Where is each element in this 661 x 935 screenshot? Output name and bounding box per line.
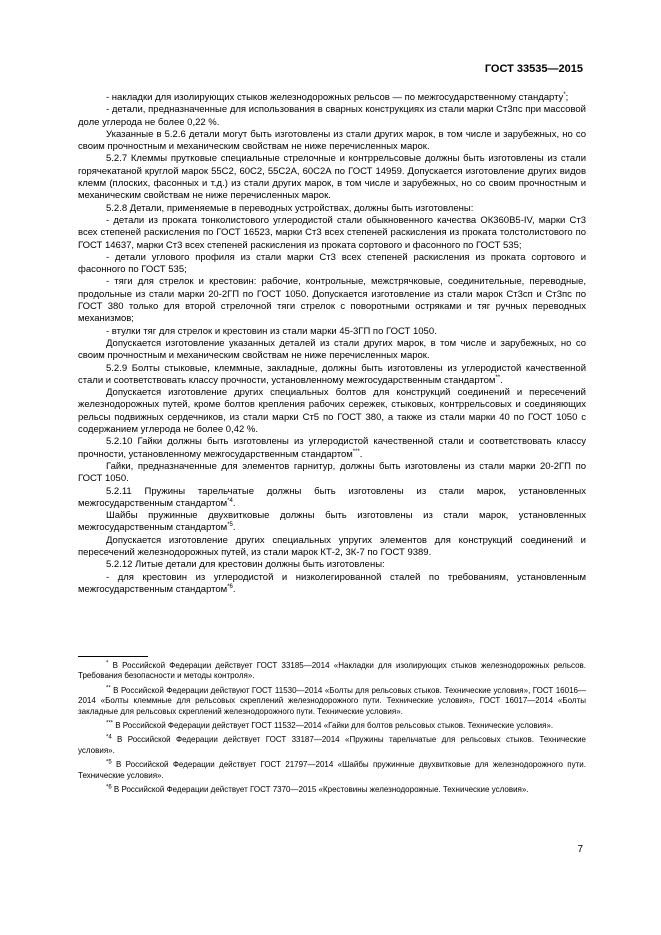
footnote: $^{*5}$ В Российской Федерации действует ГОСТ 21797—2014 «Шайбы пружинные двухвитковые для железнодорожного пути. Технические условия». bbox=[78, 759, 586, 780]
paragraph: - накладки для изолирующих стыков железнодорожных рельсов — по межгосударственному стандарту*; bbox=[106, 91, 569, 103]
paragraph: - детали из проката тонколистового углеродистой стали обыкновенного качества ОК360В5-IV, марки Ст3 всех степеней раскисления по ГОСТ 16523, марки Ст3 всех степеней раскисления из проката толстолистового по ГОСТ 14637, марки Ст3 всех степеней раскисления из проката сортового и фасонного по ГОСТ 535; bbox=[78, 214, 586, 251]
paragraph: - тяги для стрелок и крестовин: рабочие, контрольные, межстрячковые, соединительные, переводные, продольные из стали марки 20-2ГП по ГОСТ 1050. Допускается изготовление из стали марок Ст3сп и Ст3пс по ГОСТ 380 только для второй стрелочной тяги стрелок с поворотными остряками и тяг ручных переводных механизмов; bbox=[78, 276, 586, 325]
paragraph: - для крестовин из углеродистой и низколегированной сталей по требованиям, установленным межгосударственным стандартом$^{*6}$. bbox=[78, 571, 586, 595]
paragraph: Гайки, предназначенные для элементов гарнитур, должны быть изготовлены из стали марки 20-2ГП по ГОСТ 1050. bbox=[78, 460, 586, 485]
footnote: * В Российской Федерации действует ГОСТ 33185—2014 «Накладки для изолирующих стыков железнодорожных рельсов. Требования безопасности и методы контроля». bbox=[78, 660, 586, 681]
footnote: $^{*4}$ В Российской Федерации действует ГОСТ 33187—2014 «Пружины тарельчатые для рельсовых стыков. Технические условия». bbox=[78, 734, 586, 755]
paragraph: Допускается изготовление указанных деталей из стали других марок, в том числе и зарубежных, но со своим прочностным и механическим свойствам не ниже перечисленных марок. bbox=[78, 337, 586, 362]
paragraph: 5.2.12 Литые детали для крестовин должны быть изготовлены: bbox=[106, 559, 385, 571]
paragraph: 5.2.8 Детали, применяемые в переводных устройствах, должны быть изготовлены: bbox=[106, 202, 474, 214]
paragraph: 5.2.10 Гайки должны быть изготовлены из углеродистой качественной стали и соответствовать классу прочности, установленному межгосударственным стандартом***. bbox=[78, 436, 586, 460]
paragraph: - детали углового профиля из стали марки Ст3 всех степеней раскисления из проката сортового и фасонного по ГОСТ 535; bbox=[78, 251, 586, 276]
paragraph: Шайбы пружинные двухвитковые должны быть изготовлены из стали марок, установленных межгосударственным стандартом$^{*5}$. bbox=[78, 510, 586, 534]
body-text bbox=[78, 92, 586, 596]
footnote-divider bbox=[78, 656, 148, 657]
document-code: ГОСТ 33535—2015 bbox=[484, 63, 583, 75]
paragraph: - детали, предназначенные для использования в сварных конструкциях из стали марки Ст3пс при массовой доле углерода не более 0,22 %. bbox=[78, 104, 586, 128]
paragraph: Допускается изготовление других специальных болтов для конструкций соединений и пересечений железнодорожных путей, кроме болтов крепления рабочих сережек, стыковых, контррельсовых и соединяющих рельсы подвижных сердечников, из стали марки Ст5 по ГОСТ 380, а также из стали марки 40 по ГОСТ 1050 с содержанием углерода не более 0,42 %. bbox=[78, 387, 586, 436]
paragraph: 5.2.9 Болты стыковые, клеммные, закладные, должны быть изготовлены из углеродистой качественной стали и соответствовать классу прочности, установленному межгосударственным стандартом**. bbox=[78, 362, 586, 386]
paragraph: 5.2.11 Пружины тарельчатые должны быть изготовлены из стали марок, установленных межгосударственным стандартом$^{*4}$. bbox=[78, 485, 586, 509]
footnote: *** В Российской Федерации действует ГОСТ 11532—2014 «Гайки для болтов рельсовых стыков. Технические условия». bbox=[106, 720, 554, 731]
paragraph: Допускается изготовление других специальных упругих элементов для конструкций соединений и пересечений железнодорожных путей, из стали марок КТ-2, 3К-7 по ГОСТ 9389. bbox=[78, 534, 586, 558]
page-number: 7 bbox=[577, 844, 583, 855]
footnote: $^{*6}$ В Российской Федерации действует ГОСТ 7370—2015 «Крестовины железнодорожные. Технические условия». bbox=[106, 784, 529, 795]
footnote: ** В Российской Федерации действуют ГОСТ 11530—2014 «Болты для рельсовых стыков. Технические условия», ГОСТ 16016—2014 «Болты клеммные для рельсовых скреплений железнодорожного пути. Технические условия», ГОСТ 16017—2014 «Болты закладные для рельсовых скреплений железнодорожного пути. Технические условия». bbox=[78, 685, 586, 716]
footnotes bbox=[78, 661, 586, 799]
paragraph: - втулки тяг для стрелок и крестовин из стали марки 45-3ГП по ГОСТ 1050. bbox=[106, 325, 437, 337]
paragraph: Указанные в 5.2.6 детали могут быть изготовлены из стали других марок, в том числе и зарубежных, но со своим прочностным и механическим свойствам не ниже перечисленных марок. bbox=[78, 128, 586, 153]
paragraph: 5.2.7 Клеммы прутковые специальные стрелочные и контррельсовые должны быть изготовлены из стали горячекатаной круглой марок 55С2, 60С2, 55С2А, 60С2А по ГОСТ 14959. Допускается изготовление других видов клемм (плоских, фасонных и т.д.) из стали других марок, в том числе и зарубежных, но со своим прочностным и механическим свойствам не ниже перечисленных марок. bbox=[78, 153, 586, 202]
